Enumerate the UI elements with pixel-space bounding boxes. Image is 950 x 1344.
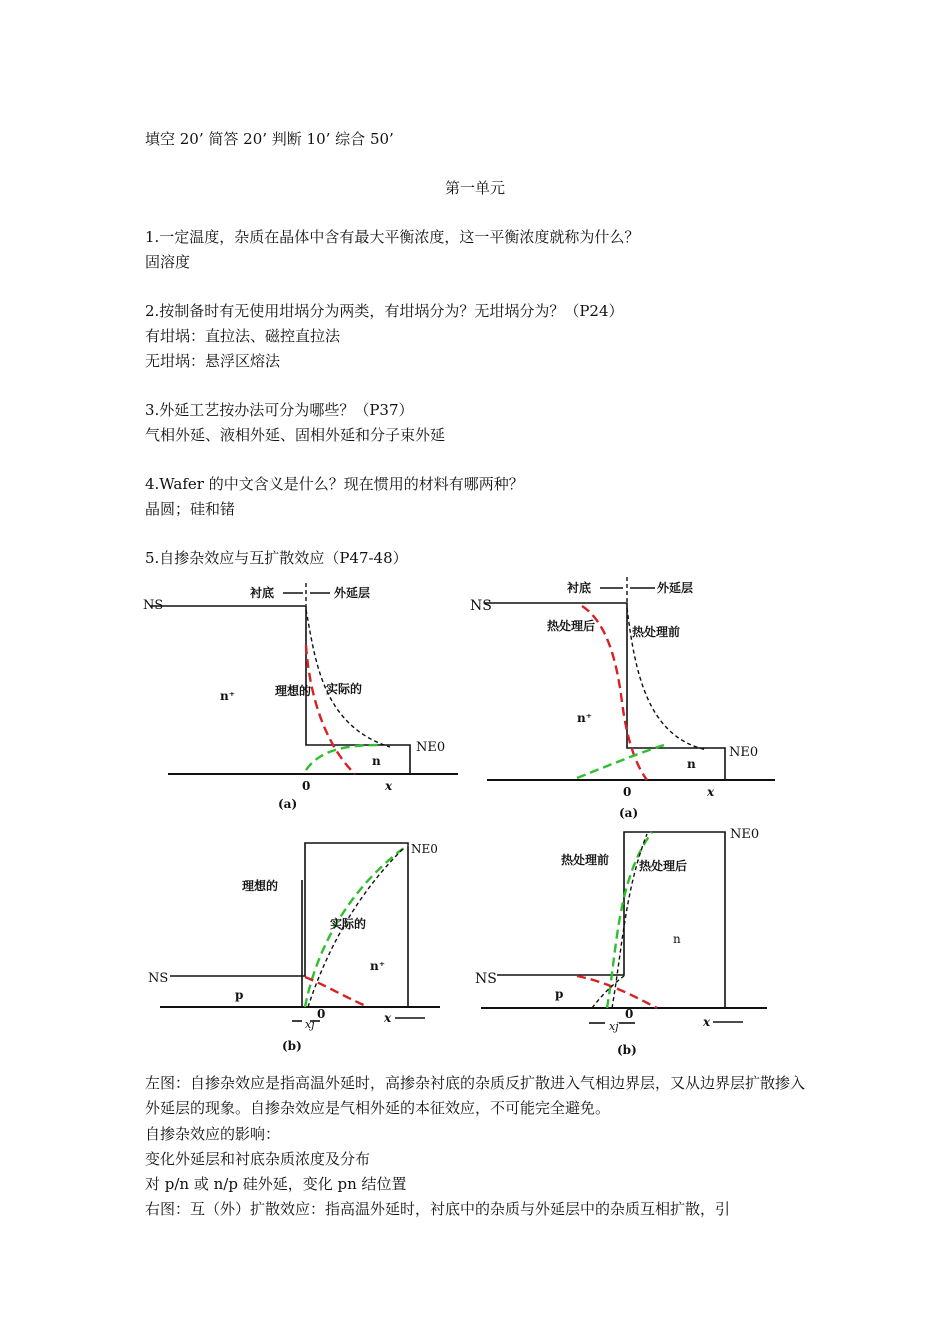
caption: (a) [278, 797, 298, 811]
epi-label: 外延层 [657, 581, 694, 595]
epi-diffusion-curve [577, 744, 667, 778]
ideal-profile [497, 832, 725, 1008]
ns-label: NS [475, 971, 497, 987]
n-label: n [673, 932, 681, 946]
figure-interdiffusion-a [467, 572, 787, 822]
xj-label: xj [305, 1018, 315, 1031]
x-label: x [707, 785, 715, 799]
x-label: x [703, 1015, 711, 1029]
unit-title: 第一单元 [444, 179, 505, 197]
ideal-profile [485, 603, 725, 780]
autodoping-curve [306, 745, 380, 770]
impact-title: 自掺杂效应的影响： [145, 1125, 281, 1143]
answer-1: 固溶度 [145, 253, 191, 271]
p-label: p [555, 987, 564, 1001]
substrate-outdiffusion-curve [306, 645, 355, 774]
left-explanation: 左图：自掺杂效应是指高温外延时，高掺杂衬底的杂质反扩散进入气相边界层，又从边界层扩散掺入外延层的现象。自掺杂效应是气相外延的本征效应，不可能完全避免。 [145, 1074, 806, 1117]
impact-item-1: 变化外延层和衬底杂质浓度及分布 [145, 1150, 371, 1168]
question-2: 2.按制备时有无使用坩埚分为两类，有坩埚分为？无坩埚分为？（P24） [145, 302, 624, 320]
xj-label: xj [609, 1020, 619, 1033]
actual-curve [306, 610, 390, 747]
p-label: p [235, 988, 244, 1002]
ne0-label: NE0 [416, 740, 446, 755]
answer-2a: 有坩埚：直拉法、磁控直拉法 [145, 327, 341, 345]
nplus-label: n⁺ [370, 959, 386, 973]
x-label: x [385, 779, 393, 793]
answer-2b: 无坩埚：悬浮区熔法 [145, 352, 281, 370]
ne0-label: NE0 [411, 842, 438, 856]
question-3: 3.外延工艺按办法可分为哪些？（P37） [145, 401, 414, 419]
nplus-label: n⁺ [577, 711, 593, 725]
origin-label: 0 [623, 785, 632, 799]
ns-label: NS [470, 598, 492, 614]
ne0-label: NE0 [729, 745, 759, 760]
after-label: 热处理后 [639, 859, 688, 873]
before-label: 热处理前 [632, 625, 681, 639]
caption: (a) [619, 806, 639, 820]
substrate-label: 衬底 [250, 586, 275, 600]
substrate-label: 衬底 [567, 581, 592, 595]
right-explanation: 右图：互（外）扩散效应：指高温外延时，衬底中的杂质与外延层中的杂质互相扩散，引 [145, 1200, 731, 1218]
actual-label: 实际的 [326, 682, 363, 696]
ns-label: NS [148, 971, 169, 986]
origin-label: 0 [317, 1007, 326, 1021]
substrate-outdiffusion-curve [305, 977, 368, 1007]
epi-label: 外延层 [334, 586, 371, 600]
caption: (b) [617, 1043, 637, 1057]
after-label: 热处理后 [547, 619, 596, 633]
ideal-profile [170, 843, 408, 1007]
impact-item-2: 对 p/n 或 n/p 硅外延，变化 pn 结位置 [145, 1175, 407, 1193]
ne0-label: NE0 [730, 827, 760, 842]
caption: (b) [282, 1039, 302, 1053]
n-label: n [372, 754, 381, 768]
ns-label: NS [143, 598, 164, 613]
figure-interdiffusion-b [467, 820, 787, 1060]
x-label: x [384, 1011, 392, 1025]
scoring-header: 填空 20’ 简答 20’ 判断 10’ 综合 50’ [145, 130, 394, 148]
question-4: 4.Wafer 的中文含义是什么？现在惯用的材料有哪两种？ [145, 475, 524, 493]
answer-4: 晶圆；硅和锗 [145, 500, 236, 518]
before-label: 热处理前 [561, 853, 610, 867]
ideal-label: 理想的 [275, 684, 312, 698]
origin-label: 0 [302, 779, 311, 793]
ideal-label: 理想的 [242, 879, 279, 893]
origin-label: 0 [625, 1007, 634, 1021]
answer-3: 气相外延、液相外延、固相外延和分子束外延 [145, 426, 446, 444]
question-5: 5.自掺杂效应与互扩散效应（P47-48） [145, 549, 408, 567]
question-1: 1.一定温度，杂质在晶体中含有最大平衡浓度，这一平衡浓度就称为什么？ [145, 228, 640, 246]
n-label: n [687, 757, 696, 771]
figure-autodoping-b [140, 835, 470, 1060]
nplus-label: n⁺ [220, 689, 236, 703]
figure-autodoping-a [140, 575, 470, 815]
actual-label: 实际的 [330, 917, 367, 931]
